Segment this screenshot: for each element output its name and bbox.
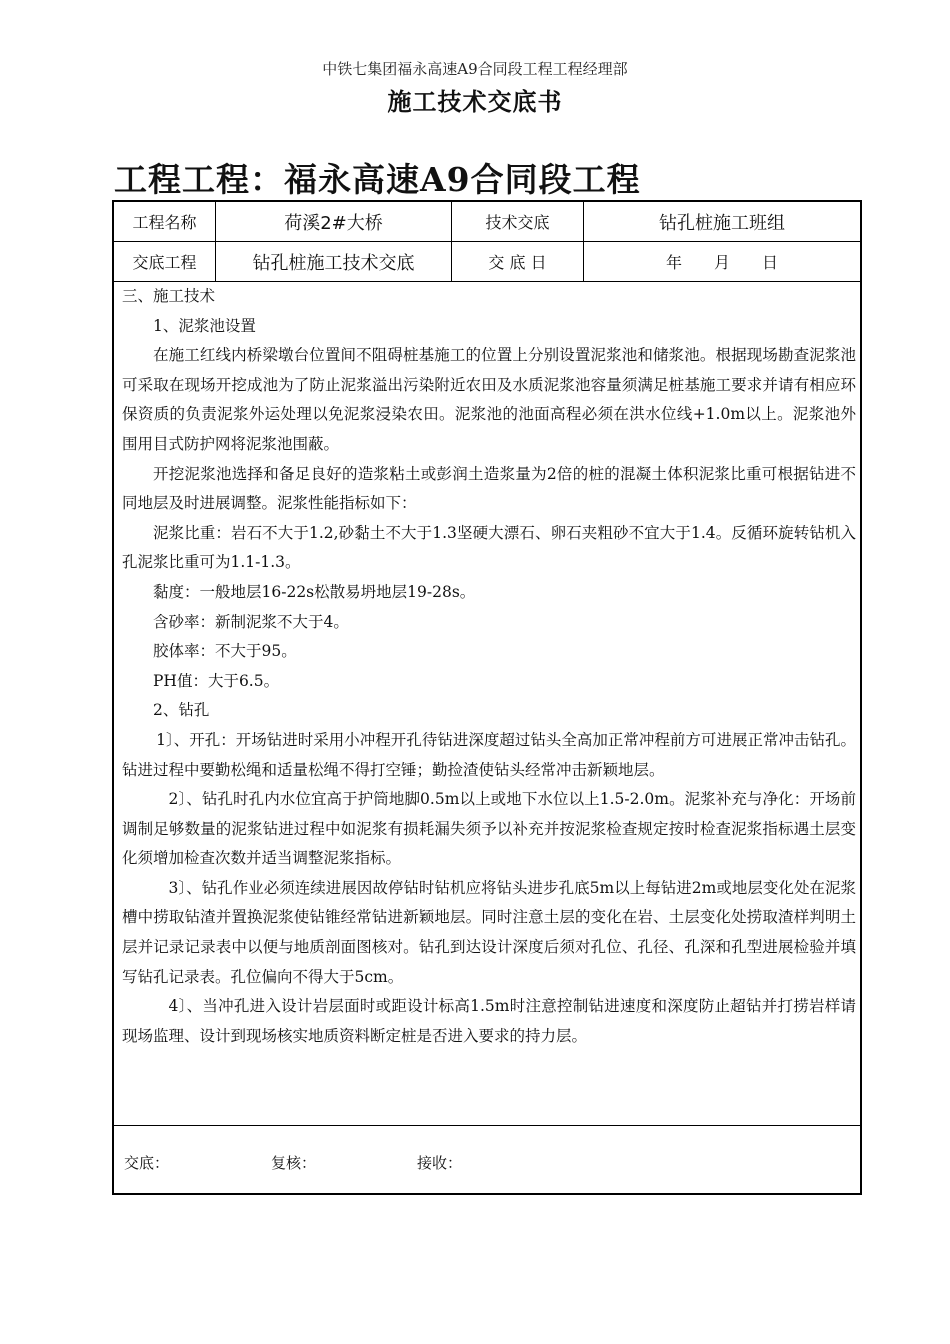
paragraph: 含砂率：新制泥浆不大于4。 bbox=[153, 612, 349, 631]
paragraph: 开挖泥浆池选择和备足良好的造浆粘土或彭润土造浆量为2倍的桩的混凝土体积泥浆比重可根据钻进不同地层及时进展调整。泥浆性能指标如下： bbox=[122, 464, 856, 513]
signature-handover-label: 交底： bbox=[124, 1154, 170, 1172]
organization-name: 中铁七集团福永高速A9合同段工程工程经理部 bbox=[322, 60, 628, 78]
subsection-drilling: 2、钻孔 bbox=[153, 701, 210, 720]
paragraph: 黏度：一般地层16-22s松散易坍地层19-28s。 bbox=[153, 582, 476, 601]
project-title: 工程工程：福永高速A9合同段工程 bbox=[114, 160, 641, 199]
footer-divider bbox=[114, 1125, 860, 1126]
section-heading: 三、施工技术 bbox=[122, 287, 216, 305]
paragraph: 4〕、当冲孔进入设计岩层面时或距设计标高1.5m时注意控制钻进速度和深度防止超钻并打捞岩样请现场监理、设计到现场核实地质资料断定桩是否进入要求的持力层。 bbox=[122, 997, 856, 1045]
paragraph: 泥浆比重：岩石不大于1.2,砂黏土不大于1.3坚硬大漂石、卵石夹粗砂不宜大于1.4。反循环旋转钻机入孔泥浆比重可为1.1-1.3。 bbox=[122, 523, 856, 572]
paragraph: 3〕、钻孔作业必须连续进展因故停钻时钻机应将钻头进步孔底5m以上每钻进2m或地层变化处在泥浆槽中捞取钻渣并置换泥浆使钻锥经常钻进新颖地层。同时注意土层的变化在岩、土层变化处捞取渣样判明土层并记录记录表中以便与地质剖面图核对。钻孔到达设计深度后须对孔位、孔径、孔深和孔型进展检验并填写钻孔记录表。孔位偏向不得大于5cm。 bbox=[122, 878, 856, 986]
document-title: 施工技术交底书 bbox=[387, 88, 563, 116]
label-project-name: 工程名称 bbox=[132, 213, 197, 232]
subsection-mud-pit: 1、泥浆池设置 bbox=[153, 316, 256, 335]
value-briefing-item: 钻孔桩施工技术交底 bbox=[252, 252, 415, 274]
label-briefing-date: 交 底 日 bbox=[488, 253, 547, 272]
briefing-content bbox=[122, 282, 856, 1051]
value-briefing-team: 钻孔桩施工班组 bbox=[659, 212, 785, 234]
paragraph: 1〕、开孔：开场钻进时采用小冲程开孔待钻进深度超过钻头全高加正常冲程前方可进展正常冲击钻孔。钻进过程中要勤松绳和适量松绳不得打空锤；勤捡渣使钻头经常冲击新颖地层。 bbox=[122, 730, 856, 779]
paragraph: PH值：大于6.5。 bbox=[153, 671, 280, 690]
signature-review-label: 复核： bbox=[271, 1154, 317, 1172]
value-briefing-date: 年 月 日 bbox=[665, 253, 778, 272]
label-technical-briefing: 技术交底 bbox=[485, 213, 550, 232]
value-project-name: 荷溪2#大桥 bbox=[284, 212, 383, 234]
paragraph: 在施工红线内桥梁墩台位置间不阻碍桩基施工的位置上分别设置泥浆池和储浆池。根据现场勘查泥浆池可采取在现场开挖成池为了防止泥浆溢出污染附近农田及水质泥浆池容量须满足桩基施工要求并请有相应环保资质的负责泥浆外运处理以免泥浆浸染农田。泥浆池的池面高程必须在洪水位线+1.0m以上。泥浆池外围用目式防护网将泥浆池围蔽。 bbox=[122, 346, 856, 453]
paragraph: 2〕、钻孔时孔内水位宜高于护筒地脚0.5m以上或地下水位以上1.5-2.0m。泥浆补充与净化：开场前调制足够数量的泥浆钻进过程中如泥浆有损耗漏失须予以补充并按泥浆检查规定按时检查泥浆指标遇土层变化须增加检查次数并适当调整泥浆指标。 bbox=[122, 790, 856, 868]
briefing-form bbox=[112, 200, 862, 1195]
paragraph: 胶体率：不大于95。 bbox=[153, 642, 297, 661]
signature-receive-label: 接收： bbox=[417, 1154, 463, 1172]
label-briefing-item: 交底工程 bbox=[132, 253, 197, 272]
